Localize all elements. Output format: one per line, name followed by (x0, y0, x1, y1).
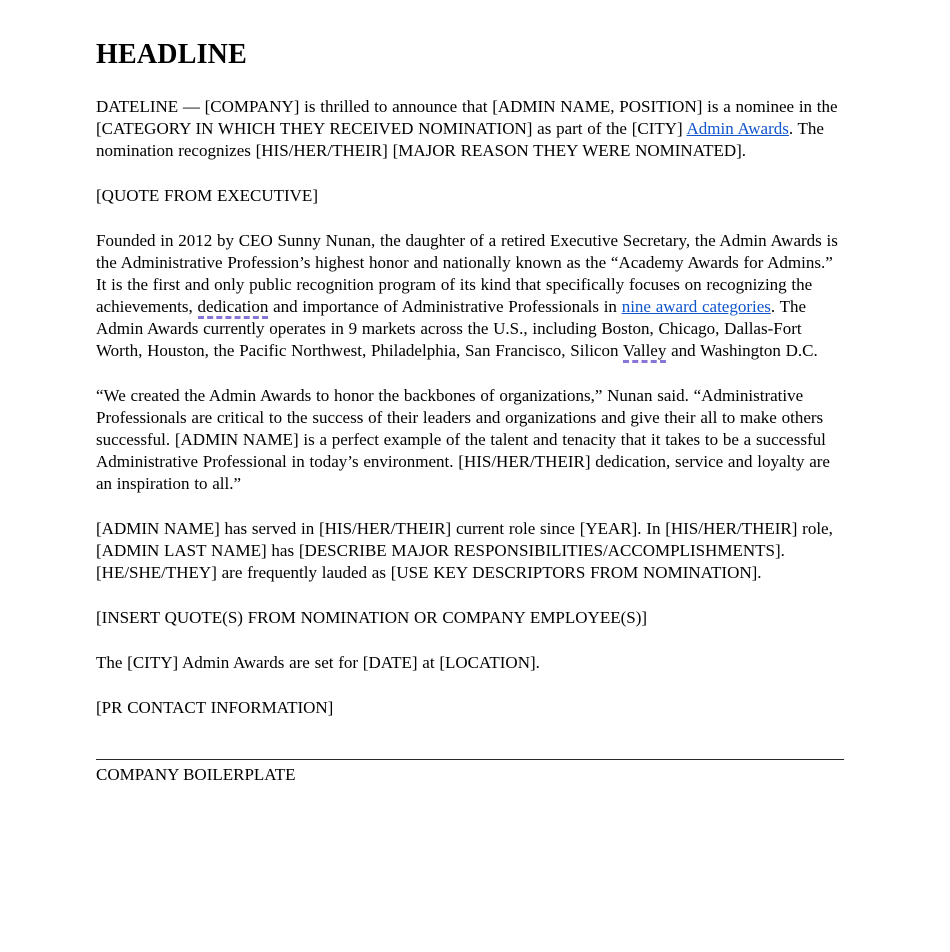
paragraph-6 (96, 607, 846, 629)
paragraph-4 (96, 385, 846, 495)
paragraph-2 (96, 185, 846, 207)
document-body (96, 96, 846, 719)
headline: HEADLINE (96, 39, 247, 70)
valley-spelling-suggestion[interactable]: Valley (623, 341, 666, 363)
text-run: DATELINE — [COMPANY] is thrilled to announce that [ADMIN NAME, POSITION] is a nominee in the [CATEGORY IN WHICH THEY RECEIVED NOMINATION] as part of the [CITY] (96, 96, 838, 138)
text-run: [INSERT QUOTE(S) FROM NOMINATION OR COMPANY EMPLOYEE(S)] (96, 607, 648, 627)
text-run: Founded in 2012 by CEO Sunny Nunan, the daughter of a retired Executive Secretary, the Admin Awards is the Administrative Profession’s highest honor and nationally known as the “Academy Awards for Admins.” It is the first and only public recognition program of its kind that specifically focuses on recognizing the achievements, (96, 230, 838, 316)
text-run: [QUOTE FROM EXECUTIVE] (96, 185, 318, 205)
text-run: [PR CONTACT INFORMATION] (96, 697, 334, 717)
divider-line: ________________________________________________________________________________________ (96, 742, 844, 762)
company-boilerplate: COMPANY BOILERPLATE (96, 764, 296, 784)
paragraph-8 (96, 697, 846, 719)
paragraph-1 (96, 96, 846, 162)
admin-awards-link[interactable]: Admin Awards (686, 118, 789, 138)
paragraph-3 (96, 230, 846, 362)
text-run: The [CITY] Admin Awards are set for [DATE] at [LOCATION]. (96, 652, 540, 672)
text-run: and Washington D.C. (666, 340, 818, 360)
text-run: [ADMIN NAME] has served in [HIS/HER/THEIR] current role since [YEAR]. In [HIS/HER/THEIR] role, [ADMIN LAST NAME] has [DESCRIBE MAJOR RESPONSIBILITIES/ACCOMPLISHMENTS]. [HE/SHE/THEY] are frequently lauded as [USE KEY DESCRIPTORS FROM NOMINATION]. (96, 518, 833, 582)
text-run: . The nomination recognizes [HIS/HER/THEIR] [MAJOR REASON THEY WERE NOMINATED]. (96, 118, 824, 160)
text-run: . The Admin Awards currently operates in 9 markets across the U.S., including Boston, Chicago, Dallas-Fort Worth, Houston, the Pacific Northwest, Philadelphia, San Francisco, Silicon (96, 296, 807, 360)
text-run: and importance of Administrative Professionals in (268, 296, 622, 316)
dedication-spelling-suggestion[interactable]: dedication (198, 297, 269, 319)
text-run: “We created the Admin Awards to honor the backbones of organizations,” Nunan said. “Administrative Professionals are critical to the success of their leaders and organizations and give their all to make others successful. [ADMIN NAME] is a perfect example of the talent and tenacity that it takes to be a successful Administrative Professional in today’s environment. [HIS/HER/THEIR] dedication, service and loyalty are an inspiration to all.” (96, 385, 830, 493)
paragraph-5 (96, 518, 846, 584)
nine-award-categories-link[interactable]: nine award categories (621, 296, 771, 316)
paragraph-7 (96, 652, 846, 674)
